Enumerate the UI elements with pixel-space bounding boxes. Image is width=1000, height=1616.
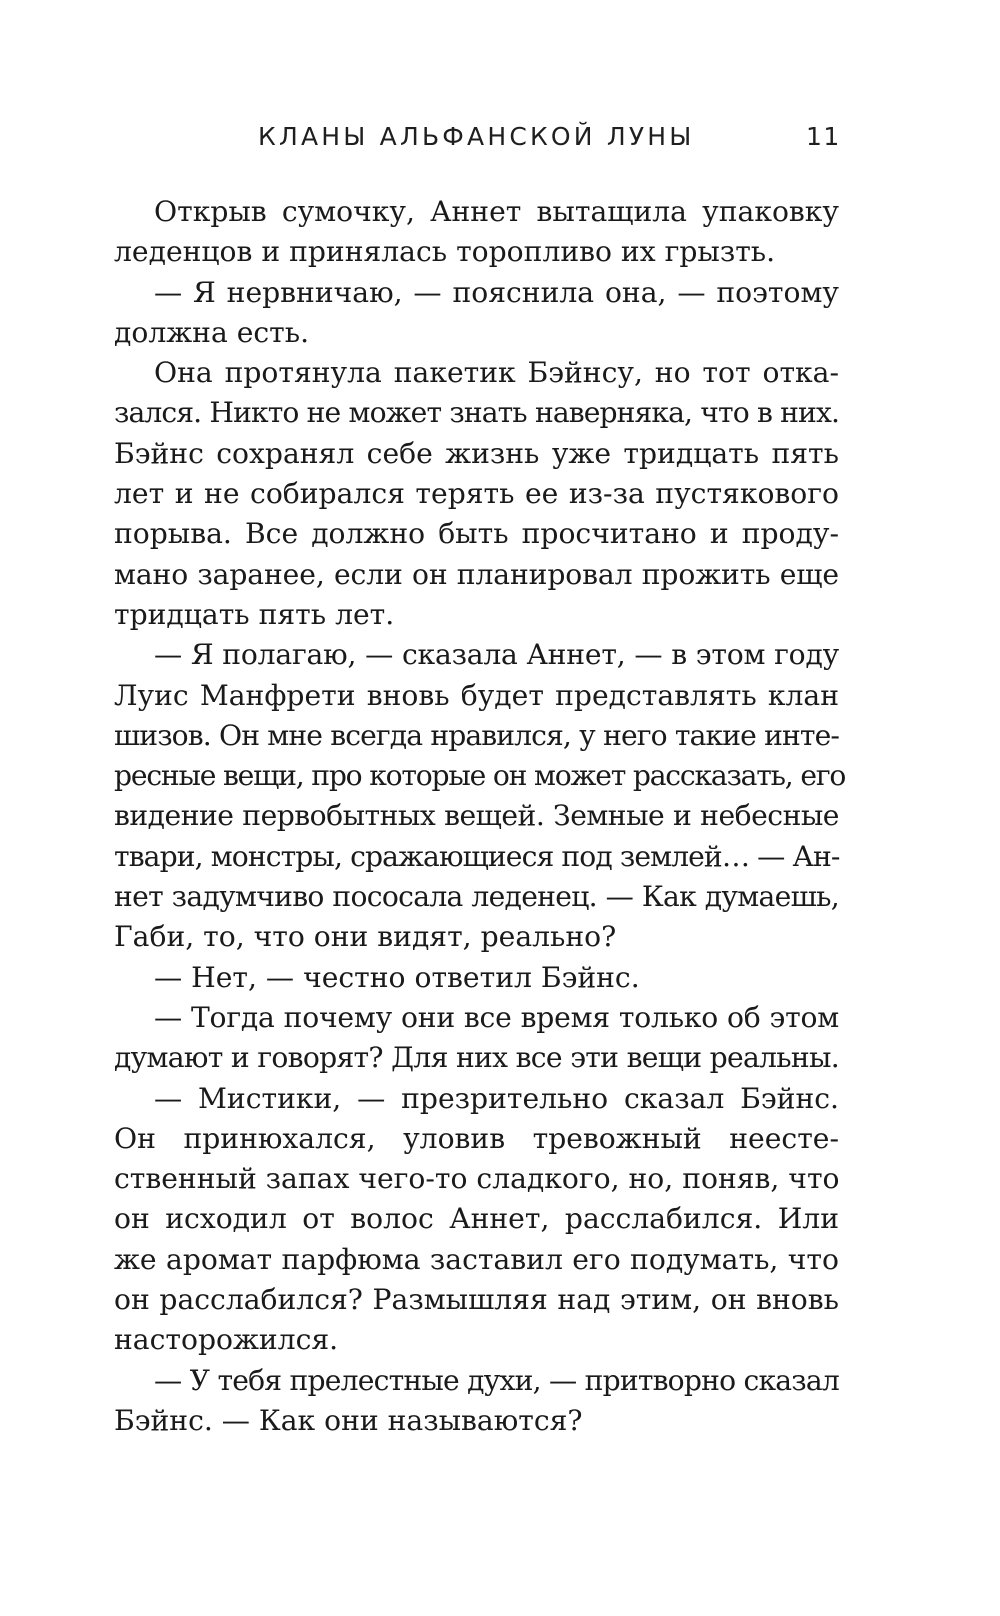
text-line: нет задумчиво пососала леденец. — Как думаешь, bbox=[114, 880, 839, 914]
text-line: Она протянула пакетик Бэйнсу, но тот отка- bbox=[154, 356, 839, 390]
page-number: 11 bbox=[806, 122, 841, 151]
text-line: Открыв сумочку, Аннет вытащила упаковку bbox=[154, 195, 839, 228]
text-line: мано заранее, если он планировал прожить еще bbox=[114, 557, 839, 591]
text-line: — У тебя прелестные духи, — притворно сказал bbox=[154, 1363, 839, 1397]
text-line: он расслабился? Размышляя над этим, он вновь bbox=[114, 1283, 839, 1317]
text-line: Бэйнс сохранял себе жизнь уже тридцать пять bbox=[114, 436, 839, 470]
text-line: он исходил от волос Аннет, расслабился. Или bbox=[114, 1202, 839, 1236]
text-line: тридцать пять лет. bbox=[114, 597, 395, 631]
text-line: лет и не собирался терять ее из-за пустякового bbox=[114, 477, 839, 511]
text-line: леденцов и принялась торопливо их грызть. bbox=[114, 235, 776, 269]
text-line: — Мистики, — презрительно сказал Бэйнс. bbox=[154, 1081, 839, 1115]
text-line: Бэйнс. — Как они называются? bbox=[114, 1403, 583, 1437]
text-line: — Нет, — честно ответил Бэйнс. bbox=[154, 960, 640, 994]
text-line: — Тогда почему они все время только об этом bbox=[154, 1000, 839, 1034]
text-line: зался. Никто не может знать наверняка, что в них. bbox=[114, 396, 839, 430]
text-line: — Я нервничаю, — пояснила она, — поэтому bbox=[154, 275, 839, 309]
text-line: порыва. Все должно быть просчитано и проду- bbox=[114, 517, 839, 551]
text-line: твари, монстры, сражающиеся под землей… — Ан- bbox=[114, 839, 840, 873]
text-line: ственный запах чего-то сладкого, но, поняв, что bbox=[114, 1162, 840, 1196]
body-text bbox=[114, 192, 846, 1441]
text-line: видение первобытных вещей. Земные и небесные bbox=[114, 799, 839, 833]
text-line: Габи, то, что они видят, реально? bbox=[114, 920, 617, 954]
text-line: Он принюхался, уловив тревожный неесте- bbox=[114, 1121, 839, 1155]
text-line: же аромат парфюма заставил его подумать, что bbox=[114, 1242, 839, 1276]
text-line: ресные вещи, про которые он может рассказать, его bbox=[114, 759, 846, 793]
running-title: КЛАНЫ АЛЬФАНСКОЙ ЛУНЫ bbox=[258, 122, 695, 151]
text-line: должна есть. bbox=[114, 315, 310, 349]
text-line: думают и говорят? Для них все эти вещи реальны. bbox=[114, 1041, 839, 1075]
text-line: шизов. Он мне всегда нравился, у него такие инте- bbox=[114, 718, 839, 752]
text-line: насторожился. bbox=[114, 1323, 339, 1357]
text-line: — Я полагаю, — сказала Аннет, — в этом году bbox=[154, 638, 839, 672]
text-line: Луис Манфрети вновь будет представлять клан bbox=[114, 678, 839, 712]
